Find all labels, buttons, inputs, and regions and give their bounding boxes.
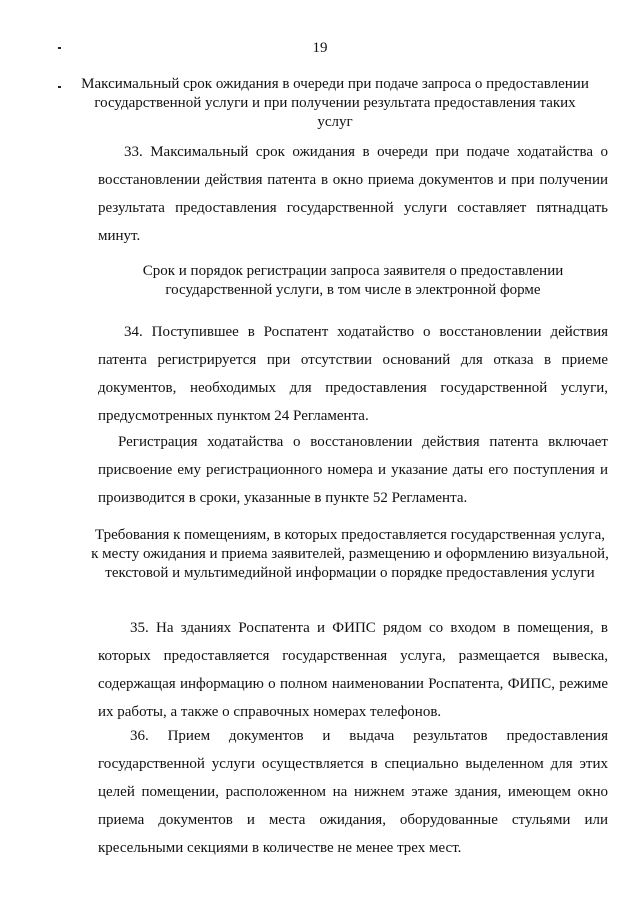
section-heading-premises: Требования к помещениям, в которых предоставляется государственная услуга, к месту ожидания и приема заявителей, размещению и оформлению визуальной, текстовой и мультимедийной информации о порядке предоставления услуги <box>91 527 609 581</box>
paragraph-36: 36. Прием документов и выдача результатов предоставления государственной услуги осуществляется в специально выделенном для этих целей помещении, расположенном на нижнем этаже здания, имеющем окно приема документов и места ожидания, оборудованные стульями или кресельными секциями в количестве не менее трех мест. <box>98 728 608 856</box>
paragraph-34-registration: Регистрация ходатайства о восстановлении действия патента включает присвоение ему регистрационного номера и указание даты его поступления и производится в сроки, указанные в пункте 52 Регламента. <box>98 434 608 506</box>
section-heading-registration: Срок и порядок регистрации запроса заявителя о предоставлении государственной услуги, в том числе в электронной форме <box>142 263 564 298</box>
scan-speck <box>58 86 61 88</box>
paragraph-33: 33. Максимальный срок ожидания в очереди при подаче ходатайства о восстановлении действия патента в окно приема документов и при получении результата предоставления государственной услуги составляет пятнадцать минут. <box>98 144 608 244</box>
section-heading-queue-time: Максимальный срок ожидания в очереди при подаче запроса о предоставлении государственной услуги и при получении результата предоставления таких услуг <box>81 76 589 130</box>
paragraph-35: 35. На зданиях Роспатента и ФИПС рядом со входом в помещения, в которых предоставляется государственная услуга, размещается вывеска, содержащая информацию о полном наименовании Роспатента, ФИПС, режиме их работы, а также о справочных номерах телефонов. <box>98 620 608 720</box>
paragraph-34: 34. Поступившее в Роспатент ходатайство о восстановлении действия патента регистрируется при отсутствии оснований для отказа в приеме документов, необходимых для предоставления государственной услуги, предусмотренных пунктом 24 Регламента. <box>98 324 608 424</box>
page-number: 19 <box>312 40 328 56</box>
